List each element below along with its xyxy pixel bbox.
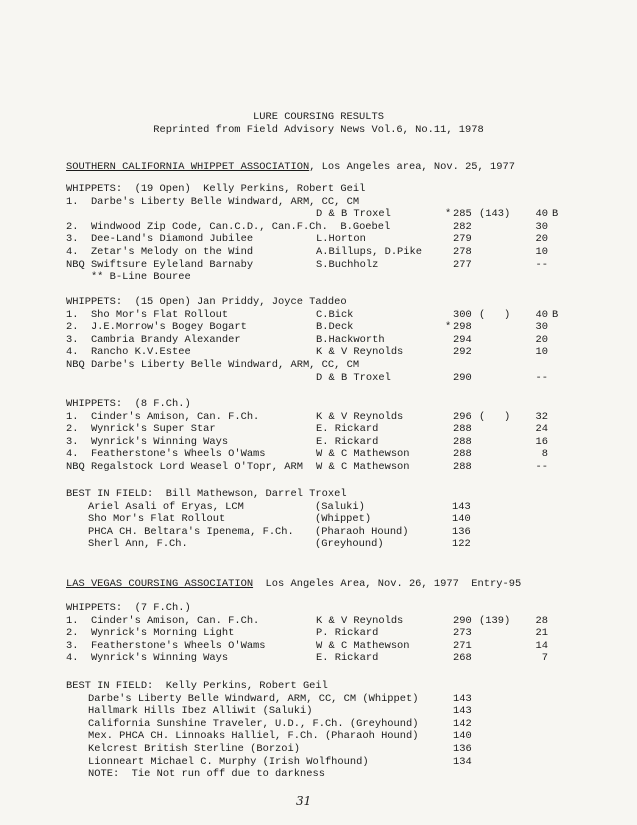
breed: (Saluki) (315, 500, 365, 513)
owner-name: B.Hackworth (316, 333, 385, 346)
result-row (66, 259, 586, 272)
result-row (66, 196, 586, 209)
result-row (66, 309, 586, 322)
dog-name: 1. Sho Mor's Flat Rollout (66, 308, 229, 321)
bif-note: NOTE: Tie Not run off due to darkness (88, 768, 325, 781)
stake-heading: WHIPPETS: (15 Open) Jan Priddy, Joyce Taddeo (66, 296, 347, 308)
points: 24 (535, 423, 548, 436)
best-mark: B (552, 208, 559, 221)
dog-name: Hallmark Hills Ibez Alliwit (Saluki) (88, 705, 313, 718)
dog-name: 4. Wynrick's Winning Ways (66, 652, 229, 665)
dog-name: NBQ Darbe's Liberty Belle Windward, ARM, CC, CM (66, 358, 360, 371)
breed: (Whippet) (315, 513, 372, 526)
dog-name: NBQ Swiftsure Eyleland Barnaby (66, 258, 254, 271)
points: 21 (535, 627, 548, 640)
result-row (66, 208, 586, 221)
score: 136 (453, 742, 472, 755)
dog-name: NBQ Regalstock Lord Weasel O'Topr, ARM (66, 460, 303, 473)
score: 136 (452, 525, 471, 538)
points: 7 (541, 652, 548, 665)
result-row (66, 359, 586, 372)
bif-rows (66, 501, 586, 551)
owner-name: E. Rickard (316, 423, 379, 436)
bif-row (66, 718, 586, 731)
bif-row (66, 693, 586, 706)
dog-name: PHCA CH. Beltara's Ipenema, F.Ch. (88, 525, 294, 538)
scca-title (66, 161, 586, 174)
dog-name: 2. J.E.Morrow's Bogey Bogart (66, 321, 247, 334)
dog-name: Sho Mor's Flat Rollout (88, 513, 226, 526)
bracket-score: ( ) (479, 410, 511, 423)
bif-heading: BEST IN FIELD: Bill Mathewson, Darrel Troxel (66, 488, 347, 500)
score: 296 (453, 410, 472, 423)
dog-name: 2. Windwood Zip Code, Can.C.D., Can.F.Ch. B.Goebel (66, 220, 391, 233)
bif-row (66, 513, 586, 526)
score: 143 (452, 500, 471, 513)
lvca-club-name: LAS VEGAS COURSING ASSOCIATION (66, 578, 254, 590)
result-row (66, 246, 586, 259)
score: 122 (452, 538, 471, 551)
best-mark: B (552, 308, 559, 321)
page-number-mark: 31 (296, 794, 312, 808)
score: 142 (453, 717, 472, 730)
results-rows (66, 196, 586, 284)
points: -- (535, 460, 548, 473)
lvca-title-details: Los Angeles Area, Nov. 26, 1977 Entry-95 (253, 578, 522, 590)
results-rows (66, 309, 586, 385)
lvca-title (66, 578, 586, 591)
breed: (Greyhound) (315, 538, 384, 551)
dog-name: 1. Cinder's Amison, Can. F.Ch. (66, 410, 260, 423)
score: 290 (453, 371, 472, 384)
owner-name: W & C Mathewson (316, 460, 410, 473)
result-row (66, 411, 586, 424)
owner-name: K & V Reynolds (316, 410, 404, 423)
result-row (66, 448, 586, 461)
score: 278 (453, 245, 472, 258)
owner-name: W & C Mathewson (316, 448, 410, 461)
stake-heading: WHIPPETS: (8 F.Ch.) (66, 398, 191, 410)
result-row (66, 221, 586, 234)
points: 40 (535, 308, 548, 321)
stake-heading: WHIPPETS: (19 Open) Kelly Perkins, Robert Geil (66, 183, 366, 195)
points: 8 (541, 448, 548, 461)
dog-name: 3. Featherstone's Wheels O'Wams (66, 639, 266, 652)
points: -- (535, 371, 548, 384)
dog-name: 3. Wynrick's Winning Ways (66, 435, 229, 448)
dog-name: Darbe's Liberty Belle Windward, ARM, CC, CM (Whippet) (88, 692, 419, 705)
score: 288 (453, 423, 472, 436)
dog-name: Lionneart Michael C. Murphy (Irish Wolfhound) (88, 755, 369, 768)
score: 134 (453, 755, 472, 768)
points: 16 (535, 435, 548, 448)
scca-stake1 (66, 183, 586, 284)
score: 140 (453, 730, 472, 743)
points: 40 (535, 208, 548, 221)
result-row (66, 615, 586, 628)
score: 271 (453, 639, 472, 652)
results-rows (66, 411, 586, 474)
points: 28 (535, 614, 548, 627)
owner-name: D & B Troxel (316, 208, 391, 221)
result-row (66, 640, 586, 653)
score: 277 (453, 258, 472, 271)
results-rows (66, 615, 586, 665)
score: 300 (453, 308, 472, 321)
score: 288 (453, 460, 472, 473)
stake-heading: WHIPPETS: (7 F.Ch.) (66, 602, 191, 614)
lvca-section (66, 578, 586, 591)
points: -- (535, 258, 548, 271)
dog-name: 3. Cambria Brandy Alexander (66, 333, 241, 346)
bif-row (66, 526, 586, 539)
bif-row (66, 705, 586, 718)
score: 282 (453, 220, 472, 233)
bif-row (66, 501, 586, 514)
scca-stake2 (66, 296, 586, 384)
bif-row (66, 756, 586, 769)
result-row (66, 321, 586, 334)
owner-name: E. Rickard (316, 652, 379, 665)
breed: (Pharaoh Hound) (315, 525, 409, 538)
points: 20 (535, 233, 548, 246)
dog-name: California Sunshine Traveler, U.D., F.Ch. (Greyhound) (88, 717, 419, 730)
document-subtitle: Reprinted from Field Advisory News Vol.6, No.11, 1978 (153, 124, 484, 136)
score: 143 (453, 705, 472, 718)
owner-name: P. Rickard (316, 627, 379, 640)
score: 143 (453, 692, 472, 705)
owner-name: A.Billups, D.Pike (316, 245, 423, 258)
points: 10 (535, 346, 548, 359)
lvca-best-in-field (66, 680, 586, 781)
score: 288 (453, 435, 472, 448)
score: 285 (453, 208, 472, 221)
result-row (66, 423, 586, 436)
result-row (66, 652, 586, 665)
owner-name: K & V Reynolds (316, 346, 404, 359)
score: 268 (453, 652, 472, 665)
score: 292 (453, 346, 472, 359)
result-row (66, 334, 586, 347)
bif-row (66, 730, 586, 743)
dog-name: Sherl Ann, F.Ch. (88, 538, 188, 551)
points: 20 (535, 333, 548, 346)
result-row (66, 271, 586, 284)
score: 294 (453, 333, 472, 346)
bif-row (66, 743, 586, 756)
lvca-stake1 (66, 602, 586, 665)
result-row (66, 233, 586, 246)
owner-name: E. Rickard (316, 435, 379, 448)
dog-name: 2. Wynrick's Morning Light (66, 627, 235, 640)
result-row (66, 461, 586, 474)
points: 10 (535, 245, 548, 258)
scca-section (66, 161, 586, 174)
score: 279 (453, 233, 472, 246)
owner-name: L.Horton (316, 233, 366, 246)
dog-name: 4. Zetar's Melody on the Wind (66, 245, 254, 258)
bracket-score: ( ) (479, 308, 511, 321)
star-mark: * (445, 321, 452, 334)
owner-name: B.Deck (316, 321, 354, 334)
scca-stake3 (66, 398, 586, 474)
scca-club-name: SOUTHERN CALIFORNIA WHIPPET ASSOCIATION (66, 161, 310, 173)
star-mark: * (445, 208, 452, 221)
score: 290 (453, 614, 472, 627)
score: 288 (453, 448, 472, 461)
result-row (66, 627, 586, 640)
owner-name: C.Bick (316, 308, 354, 321)
scca-best-in-field (66, 488, 586, 551)
result-row (66, 436, 586, 449)
points: 32 (535, 410, 548, 423)
dog-name: 3. Dee-Land's Diamond Jubilee (66, 233, 254, 246)
bracket-score: (143) (479, 208, 511, 221)
dog-name: 1. Darbe's Liberty Belle Windward, ARM, CC, CM (66, 195, 360, 208)
points: 30 (535, 220, 548, 233)
dog-name: Ariel Asali of Eryas, LCM (88, 500, 244, 513)
bracket-score: (139) (479, 614, 511, 627)
points: 14 (535, 639, 548, 652)
bif-row (66, 538, 586, 551)
dog-name: Kelcrest British Sterline (Borzoi) (88, 742, 301, 755)
result-row (66, 372, 586, 385)
score: 140 (452, 513, 471, 526)
dog-name: 4. Featherstone's Wheels O'Wams (66, 448, 266, 461)
dog-name: 1. Cinder's Amison, Can. F.Ch. (66, 614, 260, 627)
scca-title-details: , Los Angeles area, Nov. 25, 1977 (309, 161, 515, 173)
score: 298 (453, 321, 472, 334)
score: 273 (453, 627, 472, 640)
owner-name: S.Buchholz (316, 258, 379, 271)
dog-name: ** B-Line Bouree (66, 271, 191, 284)
points: 30 (535, 321, 548, 334)
result-row (66, 346, 586, 359)
bif-rows (66, 693, 586, 769)
owner-name: W & C Mathewson (316, 639, 410, 652)
owner-name: D & B Troxel (316, 371, 391, 384)
bif-heading: BEST IN FIELD: Kelly Perkins, Robert Geil (66, 680, 328, 692)
owner-name: K & V Reynolds (316, 614, 404, 627)
dog-name: Mex. PHCA CH. Linnoaks Halliel, F.Ch. (Pharaoh Hound) (88, 730, 419, 743)
dog-name: 4. Rancho K.V.Estee (66, 346, 191, 359)
dog-name: 2. Wynrick's Super Star (66, 423, 216, 436)
document-title: LURE COURSING RESULTS (253, 111, 384, 123)
